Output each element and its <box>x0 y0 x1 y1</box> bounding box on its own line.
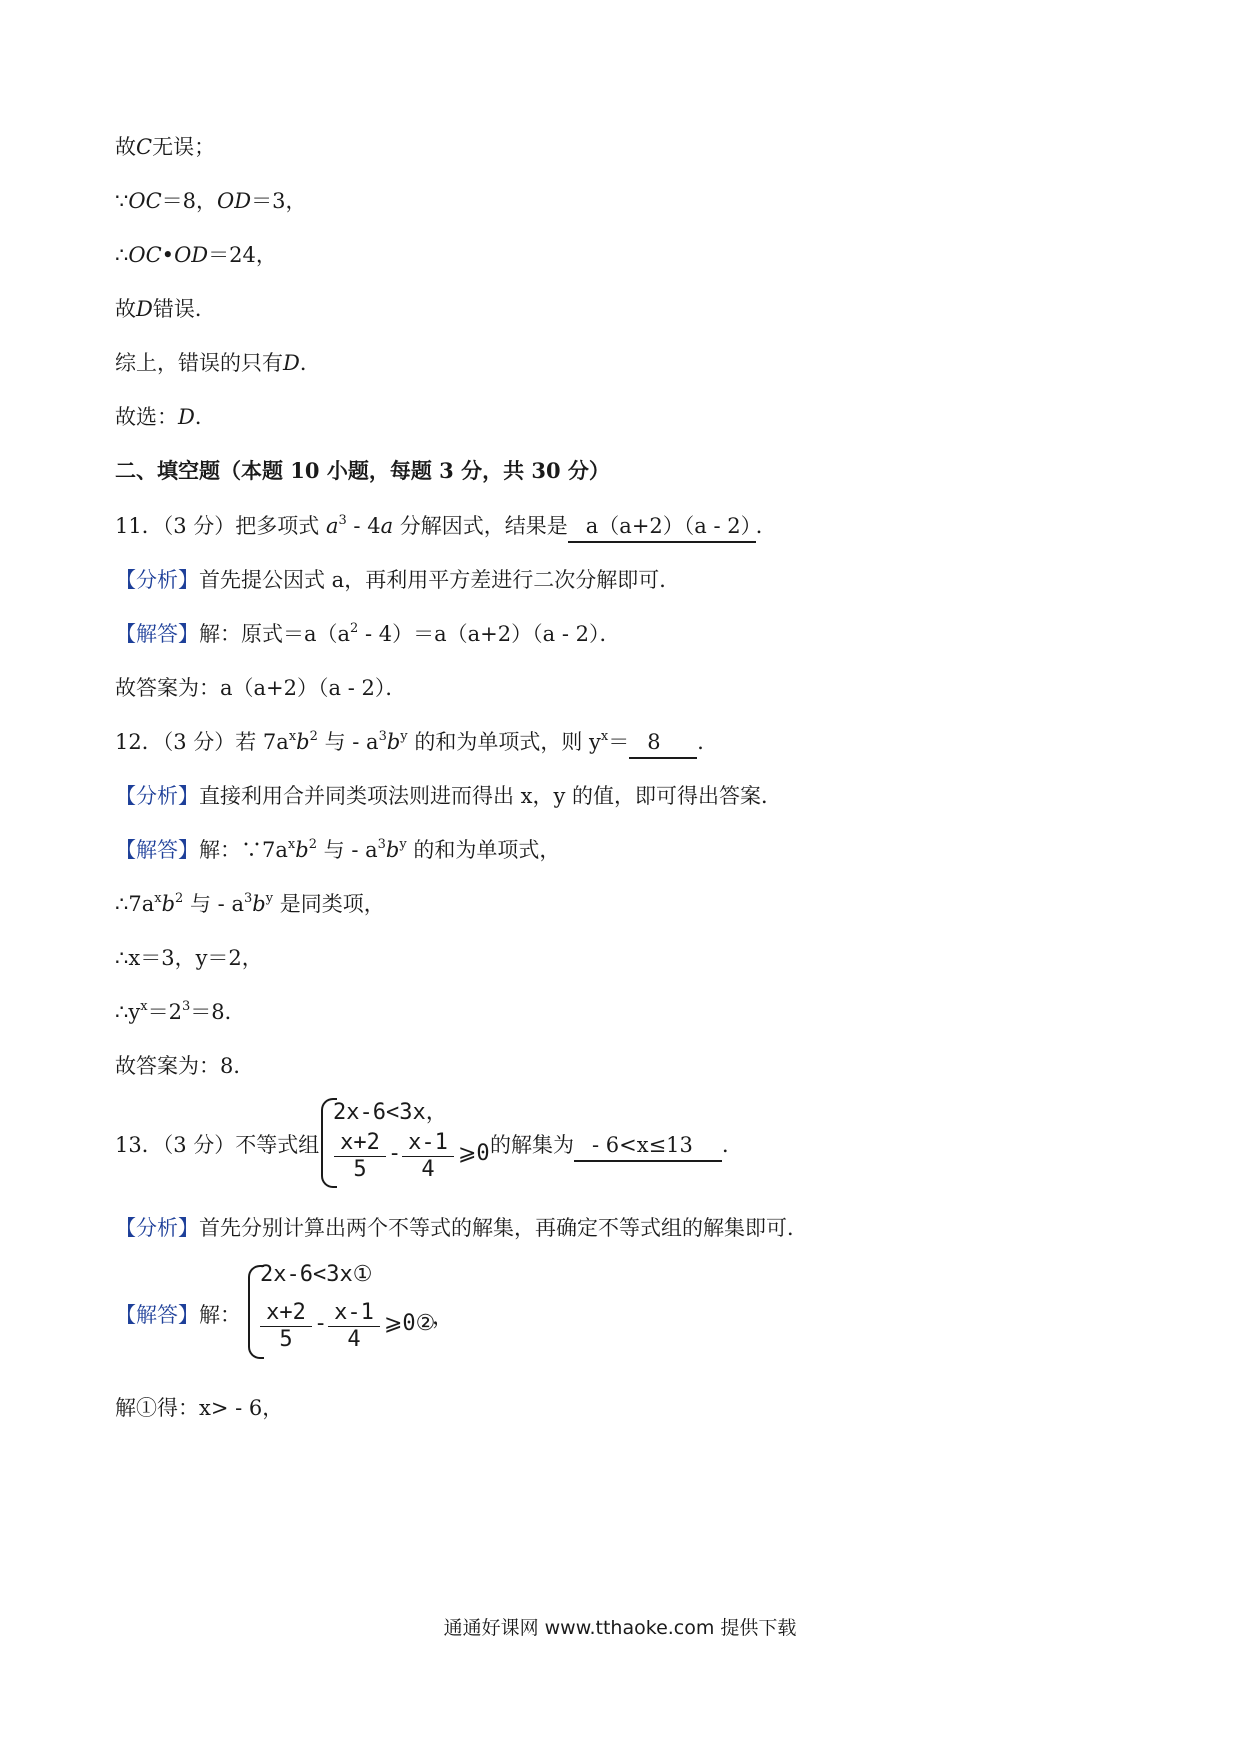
minus-sign: - <box>314 1311 328 1336</box>
geq-zero: ⩾0 <box>458 1141 490 1166</box>
text: 综上，错误的只有 <box>115 351 283 375</box>
numerator: x-1 <box>402 1130 454 1157</box>
solution-tag: 【解答】 <box>115 1303 199 1327</box>
text: ． <box>194 405 216 429</box>
analysis-line <box>115 781 782 811</box>
text: - 4）＝a（a+2）（a - 2）． <box>358 622 621 646</box>
text: ＝8， <box>161 189 218 213</box>
text: ． <box>722 1133 743 1157</box>
numerator: x-1 <box>328 1300 380 1327</box>
text: 错误． <box>152 297 216 321</box>
inequality-1: 2x-6<3x① <box>260 1262 373 1287</box>
analysis-line <box>115 565 680 595</box>
fraction <box>334 1130 386 1183</box>
text: b <box>385 838 400 862</box>
text: ＝ <box>608 730 630 754</box>
text: 解： <box>199 1303 241 1327</box>
section-title: 二、填空题（本题 10 小题，每题 3 分，共 30 分） <box>115 458 610 483</box>
text-line <box>115 348 321 378</box>
text: - 4 <box>346 514 381 538</box>
text: 的和为单项式， <box>406 838 561 862</box>
text: 与 - a <box>316 838 378 862</box>
text: ∴ <box>115 243 129 267</box>
text: C <box>136 135 153 159</box>
solution-tag: 【解答】 <box>115 622 199 646</box>
text: ． <box>697 730 719 754</box>
text: ∵ <box>115 189 129 213</box>
text: 解：原式＝a（a <box>199 622 351 646</box>
text: 无误； <box>152 135 216 159</box>
text: D <box>283 351 300 375</box>
text-line <box>115 294 216 324</box>
comma: ， <box>432 1305 455 1330</box>
denominator: 4 <box>421 1157 435 1182</box>
text: ＝24， <box>208 243 277 267</box>
text: 的解集为 <box>490 1133 574 1157</box>
text: 故 <box>115 297 136 321</box>
text: ． <box>299 351 321 375</box>
solution-line: 解①得：x> - 6， <box>115 1396 284 1420</box>
text: 12．（3 分）若 7a <box>115 730 289 754</box>
footer-credit: 通通好课网 www.tthaoke.com 提供下载 <box>443 1617 797 1639</box>
text: ＝3， <box>251 189 307 213</box>
fraction <box>328 1300 380 1353</box>
superscript: 3 <box>243 891 253 906</box>
denominator: 4 <box>347 1327 361 1352</box>
geq-zero: ⩾0② <box>384 1311 436 1336</box>
inequality-1: 2x-6<3x， <box>333 1100 448 1125</box>
text: ． <box>755 514 777 538</box>
text: 是同类项， <box>273 892 385 916</box>
question-12 <box>115 727 718 761</box>
final-answer-line: 故答案为：8． <box>115 1054 255 1078</box>
text: 首先分别计算出两个不等式的解集，再确定不等式组的解集即可． <box>199 1216 808 1240</box>
denominator: 5 <box>279 1327 293 1352</box>
fraction <box>402 1130 454 1183</box>
text-line <box>115 132 215 162</box>
text-line <box>115 186 306 216</box>
solution-line <box>115 835 560 869</box>
solution-line <box>115 889 385 923</box>
minus-sign: - <box>388 1141 402 1166</box>
text: ＝8． <box>190 1000 246 1024</box>
text: OD <box>174 243 209 267</box>
superscript: 2 <box>175 891 184 906</box>
superscript: y <box>400 729 408 744</box>
text: ∴y <box>115 1000 141 1024</box>
text: b <box>295 838 309 862</box>
text: D <box>136 297 153 321</box>
superscript: 2 <box>350 621 359 636</box>
text: 与 - a <box>183 892 244 916</box>
text: D <box>178 405 195 429</box>
fraction <box>260 1300 312 1353</box>
superscript: x <box>600 729 609 744</box>
superscript: x <box>287 837 296 852</box>
denominator: 5 <box>353 1157 367 1182</box>
analysis-tag: 【分析】 <box>115 568 199 592</box>
text: 与 - a <box>317 730 379 754</box>
answer-blank: 8 <box>629 727 697 759</box>
analysis-tag: 【分析】 <box>115 784 199 808</box>
superscript: 3 <box>181 999 191 1014</box>
text-line <box>115 402 216 432</box>
superscript: x <box>154 891 162 906</box>
text: b <box>296 730 310 754</box>
analysis-line <box>115 1213 808 1243</box>
solution-line <box>115 619 620 653</box>
answer-blank: a（a+2）（a - 2） <box>568 511 756 543</box>
text: 首先提公因式 a，再利用平方差进行二次分解即可． <box>199 568 681 592</box>
superscript: x <box>288 729 297 744</box>
question-11 <box>115 511 777 545</box>
numerator: x+2 <box>260 1300 312 1327</box>
superscript: 2 <box>309 729 318 744</box>
text: 直接利用合并同类项法则进而得出 x，y 的值，即可得出答案． <box>199 784 783 808</box>
text: 分解因式，结果是 <box>393 514 568 538</box>
superscript: y <box>399 837 407 852</box>
solution-line: ∴x＝3，y＝2， <box>115 946 263 970</box>
text: • <box>161 243 175 267</box>
solution-tag: 【解答】 <box>115 838 199 862</box>
question-13: 13．（3 分）不等式组 <box>115 1133 320 1157</box>
analysis-tag: 【分析】 <box>115 1216 199 1240</box>
text: b <box>386 730 401 754</box>
answer-blank: - 6<x≤13 <box>574 1130 722 1162</box>
superscript: 3 <box>378 729 387 744</box>
text: a <box>380 514 394 538</box>
superscript: y <box>265 891 274 906</box>
text: ∴7a <box>115 892 155 916</box>
text: a <box>325 514 339 538</box>
solution-line <box>115 997 246 1031</box>
text: 故 <box>115 135 136 159</box>
text: 解：∵7a <box>199 838 288 862</box>
superscript: 3 <box>338 513 347 528</box>
numerator: x+2 <box>334 1130 386 1157</box>
text-line <box>115 240 277 270</box>
text: OC <box>128 243 162 267</box>
text: 11．（3 分）把多项式 <box>115 514 326 538</box>
text: OC <box>128 189 162 213</box>
text: ＝2 <box>147 1000 182 1024</box>
text: OD <box>217 189 252 213</box>
final-answer-line: 故答案为：a（a+2）（a - 2）． <box>115 676 407 700</box>
text: b <box>161 892 176 916</box>
question-13-tail <box>490 1130 743 1162</box>
superscript: x <box>140 999 148 1014</box>
superscript: 2 <box>308 837 317 852</box>
solution-line <box>115 1300 241 1330</box>
text: b <box>252 892 266 916</box>
superscript: 3 <box>377 837 386 852</box>
text: 故选： <box>115 405 178 429</box>
text: 的和为单项式，则 y <box>407 730 601 754</box>
